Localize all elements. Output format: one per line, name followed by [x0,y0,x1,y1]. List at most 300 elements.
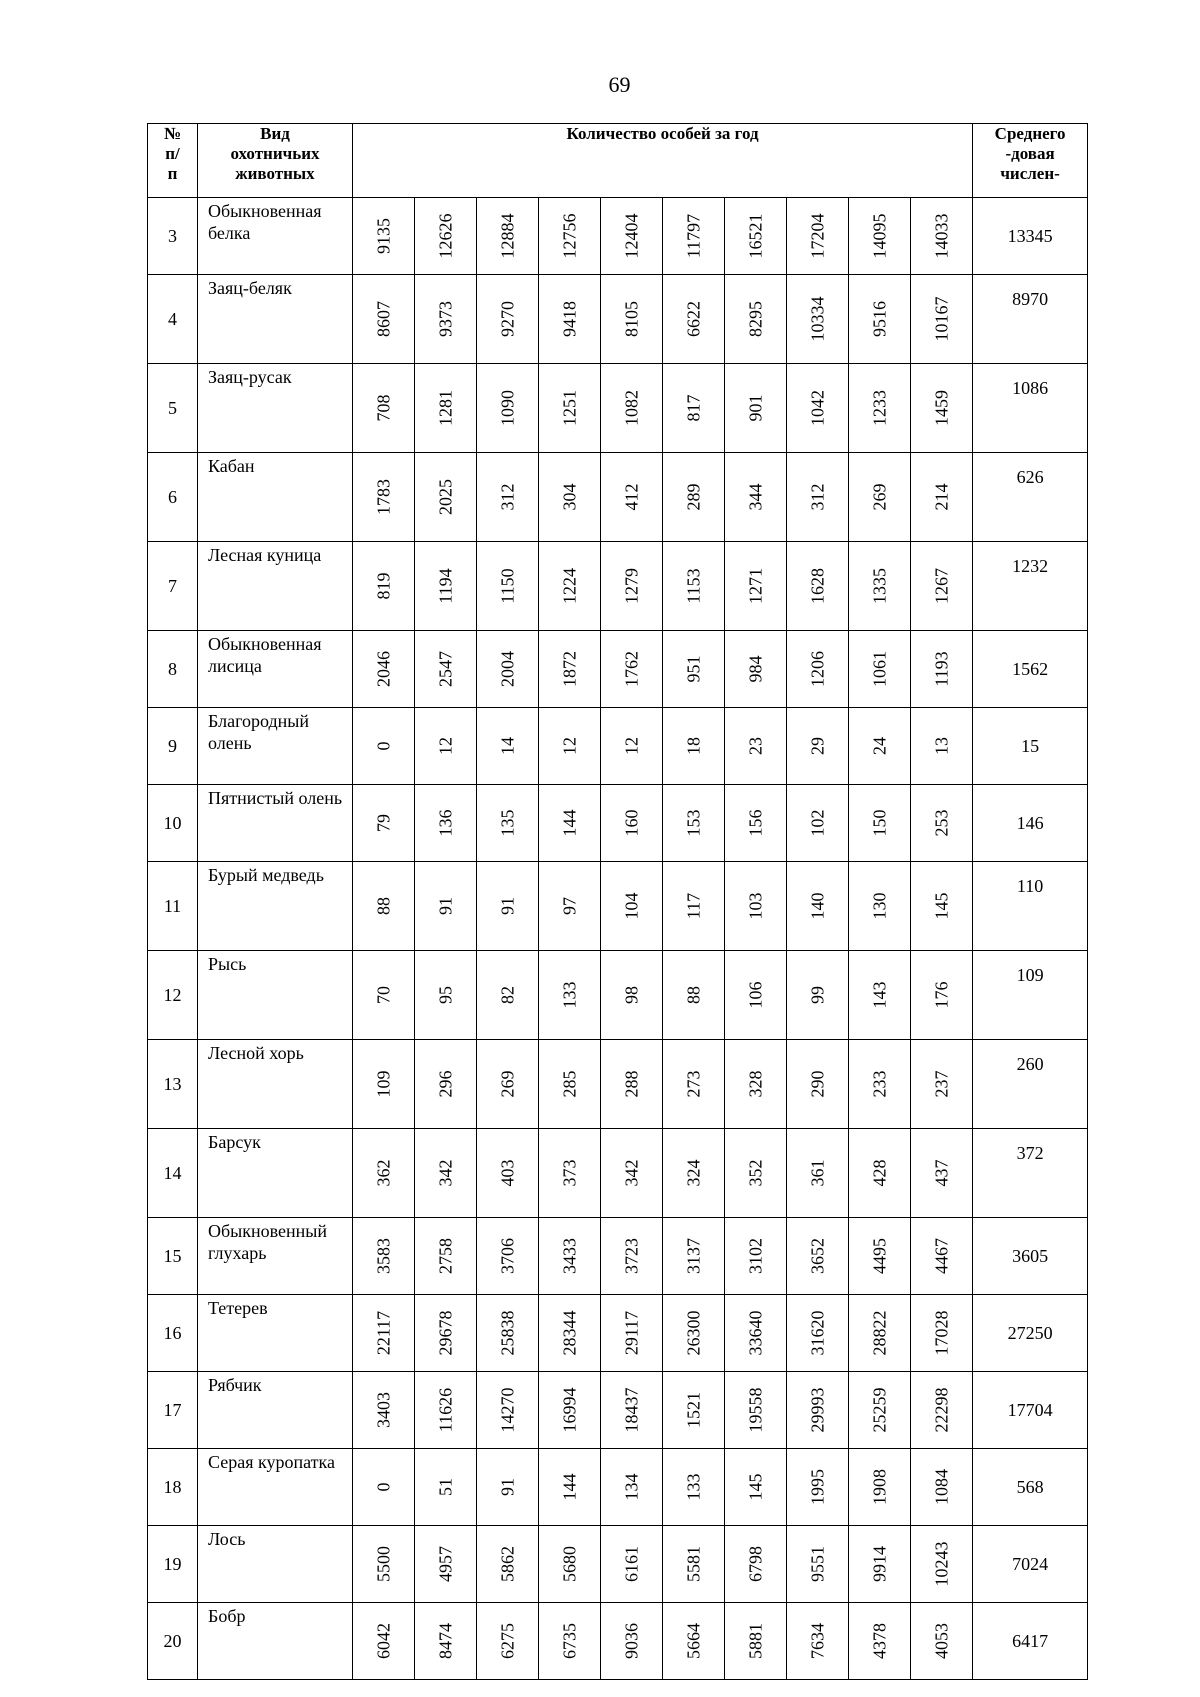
year-count-value: 17028 [931,1310,952,1356]
year-count-value: 304 [559,483,579,511]
year-count-value: 1762 [621,651,641,687]
year-count-value: 29678 [435,1310,455,1356]
year-count-cell [353,708,415,785]
year-count-cell [787,1372,849,1449]
year-count-cell [601,1449,663,1526]
year-count-cell [601,631,663,708]
year-count-value: 9135 [373,218,393,254]
species-name: Лось [198,1526,353,1603]
row-number: 6 [148,453,198,542]
year-count-value: 9551 [807,1546,827,1582]
year-count-cell [787,1218,849,1295]
year-count-value: 951 [683,655,703,683]
year-count-value: 14033 [931,213,952,259]
year-count-value: 9373 [435,301,455,337]
year-count-value: 3403 [373,1392,393,1428]
year-count-value: 2758 [435,1238,455,1274]
year-count-value: 133 [683,1473,703,1501]
year-count-value: 9516 [869,301,889,337]
species-name: Бобр [198,1603,353,1680]
year-count-value: 12756 [559,213,579,259]
year-count-cell [911,364,973,453]
year-count-value: 145 [745,1473,765,1501]
year-count-cell [787,862,849,951]
header-num-line: п/ [165,144,180,163]
year-count-value: 135 [497,809,517,837]
year-count-value: 144 [559,809,579,837]
year-count-value: 143 [869,981,889,1009]
year-count-value: 3723 [621,1238,641,1274]
year-count-cell [539,1449,601,1526]
year-count-cell [849,1218,911,1295]
year-count-cell [539,1040,601,1129]
table-row [148,631,1088,708]
year-count-cell [663,1603,725,1680]
year-count-value: 95 [435,986,455,1004]
year-count-cell [663,1295,725,1372]
table-body [148,198,1088,1680]
year-count-cell [911,785,973,862]
year-count-cell [911,453,973,542]
year-count-cell [787,1449,849,1526]
year-count-cell [663,862,725,951]
species-name: Лесная куница [198,542,353,631]
year-count-value: 269 [497,1070,517,1098]
year-count-value: 288 [621,1070,641,1098]
year-count-cell [911,1372,973,1449]
year-count-cell [849,708,911,785]
year-count-value: 1335 [869,568,889,604]
species-name: Тетерев [198,1295,353,1372]
year-count-cell [787,198,849,275]
year-count-value: 1150 [497,568,517,604]
year-count-cell [415,198,477,275]
year-count-cell [415,1040,477,1129]
year-count-value: 106 [745,981,765,1009]
table-row [148,1218,1088,1295]
year-count-cell [849,1526,911,1603]
average-value: 17704 [973,1372,1088,1449]
year-count-value: 134 [621,1473,641,1501]
year-count-cell [415,1603,477,1680]
year-count-cell [539,785,601,862]
year-count-value: 901 [745,394,765,422]
year-count-cell [601,1603,663,1680]
year-count-cell [787,1295,849,1372]
year-count-value: 12884 [497,213,517,259]
average-value: 1232 [973,542,1088,631]
year-count-value: 708 [373,394,393,422]
average-value: 568 [973,1449,1088,1526]
year-count-value: 352 [745,1159,765,1187]
year-count-value: 22298 [931,1387,952,1433]
year-count-value: 214 [931,483,952,511]
year-count-cell [353,275,415,364]
year-count-cell [415,453,477,542]
year-count-value: 70 [373,986,393,1004]
year-count-value: 7634 [807,1623,827,1659]
year-count-cell [849,453,911,542]
year-count-cell [663,951,725,1040]
year-count-cell [663,785,725,862]
year-count-cell [663,1372,725,1449]
year-count-value: 28344 [559,1310,579,1356]
year-count-value: 29117 [621,1310,641,1356]
year-count-value: 328 [745,1070,765,1098]
year-count-value: 984 [745,655,765,683]
year-count-cell [353,1449,415,1526]
year-count-value: 91 [435,897,455,915]
year-count-value: 5680 [559,1546,579,1582]
average-value: 146 [973,785,1088,862]
year-count-cell [415,275,477,364]
year-count-cell [415,364,477,453]
year-count-cell [787,951,849,1040]
year-count-value: 6735 [559,1623,579,1659]
year-count-value: 428 [869,1159,889,1187]
year-count-value: 103 [745,892,765,920]
row-number: 9 [148,708,198,785]
year-count-value: 88 [373,897,393,915]
species-name: Рябчик [198,1372,353,1449]
year-count-value: 24 [869,737,889,755]
year-count-value: 412 [621,483,641,511]
year-count-cell [539,1218,601,1295]
year-count-cell [477,708,539,785]
header-species-line: животных [235,164,315,183]
average-value: 109 [973,951,1088,1040]
year-count-cell [415,862,477,951]
year-count-cell [601,453,663,542]
year-count-cell [725,785,787,862]
year-count-cell [787,708,849,785]
year-count-value: 4957 [435,1546,455,1582]
year-count-value: 4495 [869,1238,889,1274]
year-count-cell [353,1295,415,1372]
year-count-value: 1084 [931,1469,952,1505]
year-count-cell [849,1129,911,1218]
year-count-value: 1521 [683,1392,703,1428]
year-count-cell [725,1526,787,1603]
table-header-row [148,124,1088,198]
year-count-value: 12 [559,737,579,755]
year-count-value: 150 [869,809,889,837]
year-count-cell [601,1040,663,1129]
year-count-cell [539,631,601,708]
year-count-value: 1995 [807,1469,827,1505]
year-count-value: 1090 [497,390,517,426]
year-count-value: 3652 [807,1238,827,1274]
year-count-cell [601,708,663,785]
year-count-cell [353,631,415,708]
year-count-cell [477,453,539,542]
year-count-value: 117 [683,892,703,920]
year-count-cell [539,1526,601,1603]
year-count-value: 3137 [683,1238,703,1274]
year-count-value: 88 [683,986,703,1004]
year-count-value: 2547 [435,651,455,687]
year-count-cell [601,1218,663,1295]
year-count-value: 819 [373,572,393,600]
row-number: 13 [148,1040,198,1129]
year-count-cell [415,1218,477,1295]
year-count-cell [911,631,973,708]
year-count-value: 19558 [745,1387,765,1433]
year-count-cell [415,1372,477,1449]
year-count-cell [787,364,849,453]
year-count-value: 97 [559,897,579,915]
year-count-cell [911,951,973,1040]
year-count-cell [787,1526,849,1603]
year-count-value: 153 [683,809,703,837]
year-count-value: 91 [497,1478,517,1496]
year-count-value: 1224 [559,568,579,604]
year-count-value: 1082 [621,390,641,426]
species-name: Серая куропатка [198,1449,353,1526]
species-name: Благородный олень [198,708,353,785]
year-count-value: 17204 [807,213,827,259]
year-count-value: 0 [373,741,393,751]
year-count-value: 1193 [931,651,952,687]
year-count-cell [477,275,539,364]
year-count-cell [911,1040,973,1129]
species-name: Пятнистый олень [198,785,353,862]
year-count-value: 344 [745,483,765,511]
year-count-cell [353,542,415,631]
year-count-cell [787,1603,849,1680]
year-count-cell [911,1526,973,1603]
table-row [148,542,1088,631]
year-count-value: 1042 [807,390,827,426]
year-count-cell [849,1040,911,1129]
year-count-cell [725,453,787,542]
table-row [148,453,1088,542]
year-count-cell [663,364,725,453]
year-count-cell [725,198,787,275]
year-count-cell [849,1372,911,1449]
year-count-cell [725,1449,787,1526]
year-count-value: 1061 [869,651,889,687]
year-count-value: 1908 [869,1469,889,1505]
year-count-value: 28822 [869,1310,889,1356]
year-count-cell [415,1295,477,1372]
year-count-value: 285 [559,1070,579,1098]
table-row [148,785,1088,862]
year-count-value: 269 [869,483,889,511]
year-count-value: 12404 [621,213,641,259]
year-count-cell [663,453,725,542]
year-count-cell [787,1129,849,1218]
year-count-value: 2046 [373,651,393,687]
header-num-line: № [163,124,182,143]
header-num [148,124,198,198]
year-count-cell [477,951,539,1040]
year-count-cell [725,364,787,453]
year-count-cell [725,542,787,631]
year-count-value: 9418 [559,301,579,337]
year-count-cell [353,1372,415,1449]
year-count-cell [663,631,725,708]
year-count-value: 817 [683,394,703,422]
year-count-value: 1233 [869,390,889,426]
year-count-value: 51 [435,1478,455,1496]
table-row [148,1603,1088,1680]
year-count-value: 312 [807,483,827,511]
species-name: Обыкновенная лисица [198,631,353,708]
year-count-cell [725,1129,787,1218]
year-count-cell [539,364,601,453]
year-count-value: 1153 [683,568,703,604]
year-count-value: 8474 [435,1623,455,1659]
year-count-cell [787,631,849,708]
year-count-value: 1783 [373,479,393,515]
year-count-value: 1459 [931,390,952,426]
year-count-value: 6622 [683,301,703,337]
table-row [148,1449,1088,1526]
year-count-cell [353,951,415,1040]
average-value: 372 [973,1129,1088,1218]
average-value: 13345 [973,198,1088,275]
average-value: 626 [973,453,1088,542]
year-count-value: 140 [807,892,827,920]
species-name: Лесной хорь [198,1040,353,1129]
year-count-cell [601,785,663,862]
year-count-value: 102 [807,809,827,837]
species-name: Заяц-беляк [198,275,353,364]
year-count-cell [725,862,787,951]
year-count-cell [353,1129,415,1218]
species-name: Обыкновенный глухарь [198,1218,353,1295]
year-count-cell [601,542,663,631]
year-count-value: 361 [807,1159,827,1187]
year-count-cell [539,862,601,951]
year-count-value: 12626 [435,213,455,259]
table-row [148,862,1088,951]
year-count-value: 16521 [745,213,765,259]
header-species-line: охотничьих [230,144,320,163]
year-count-cell [725,1218,787,1295]
year-count-cell [911,862,973,951]
year-count-value: 6161 [621,1546,641,1582]
year-count-value: 5500 [373,1546,393,1582]
year-count-cell [415,542,477,631]
year-count-value: 176 [931,981,952,1009]
row-number: 19 [148,1526,198,1603]
year-count-cell [849,1449,911,1526]
header-species [198,124,353,198]
year-count-cell [663,542,725,631]
year-count-cell [415,1449,477,1526]
year-count-cell [849,631,911,708]
year-count-value: 296 [435,1070,455,1098]
year-count-cell [911,1449,973,1526]
year-count-cell [849,862,911,951]
year-count-cell [849,275,911,364]
species-name: Заяц-русак [198,364,353,453]
year-count-cell [601,951,663,1040]
year-count-value: 133 [559,981,579,1009]
year-count-cell [725,1372,787,1449]
year-count-cell [663,198,725,275]
year-count-cell [539,1129,601,1218]
year-count-value: 1267 [931,568,952,604]
year-count-cell [663,1526,725,1603]
year-count-value: 31620 [807,1310,827,1356]
year-count-value: 14270 [497,1387,517,1433]
year-count-value: 10167 [931,296,952,342]
year-count-value: 5664 [683,1623,703,1659]
year-count-cell [415,1526,477,1603]
year-count-value: 33640 [745,1310,765,1356]
year-count-cell [849,951,911,1040]
year-count-cell [849,542,911,631]
year-count-cell [477,862,539,951]
year-count-cell [353,364,415,453]
year-count-value: 10243 [931,1541,952,1587]
species-name: Бурый медведь [198,862,353,951]
year-count-cell [477,1603,539,1680]
year-count-cell [911,1295,973,1372]
year-count-cell [787,785,849,862]
year-count-value: 16994 [559,1387,579,1433]
header-count: Количество особей за год [353,124,973,198]
table-row [148,951,1088,1040]
year-count-cell [601,1526,663,1603]
table-row [148,1526,1088,1603]
year-count-value: 25838 [497,1310,517,1356]
header-num-line: п [167,164,178,183]
year-count-cell [539,1372,601,1449]
year-count-value: 145 [931,892,952,920]
table-row [148,708,1088,785]
year-count-value: 14095 [869,213,889,259]
year-count-cell [787,542,849,631]
year-count-value: 6275 [497,1623,517,1659]
year-count-value: 342 [435,1159,455,1187]
year-count-cell [663,1449,725,1526]
year-count-value: 98 [621,986,641,1004]
year-count-cell [539,542,601,631]
year-count-cell [849,364,911,453]
average-value: 110 [973,862,1088,951]
year-count-value: 99 [807,986,827,1004]
row-number: 14 [148,1129,198,1218]
species-name: Барсук [198,1129,353,1218]
average-value: 27250 [973,1295,1088,1372]
year-count-value: 12 [621,737,641,755]
table-row [148,1040,1088,1129]
year-count-cell [663,275,725,364]
year-count-cell [849,785,911,862]
average-value: 1562 [973,631,1088,708]
year-count-cell [539,1295,601,1372]
year-count-cell [477,1372,539,1449]
year-count-value: 11626 [435,1387,455,1433]
row-number: 16 [148,1295,198,1372]
year-count-cell [477,1526,539,1603]
page-number: 69 [608,72,631,97]
year-count-value: 253 [931,809,952,837]
row-number: 4 [148,275,198,364]
row-number: 17 [148,1372,198,1449]
year-count-value: 144 [559,1473,579,1501]
year-count-cell [353,1526,415,1603]
year-count-cell [353,198,415,275]
year-count-cell [911,1129,973,1218]
year-count-value: 3583 [373,1238,393,1274]
year-count-cell [725,1295,787,1372]
year-count-cell [601,862,663,951]
